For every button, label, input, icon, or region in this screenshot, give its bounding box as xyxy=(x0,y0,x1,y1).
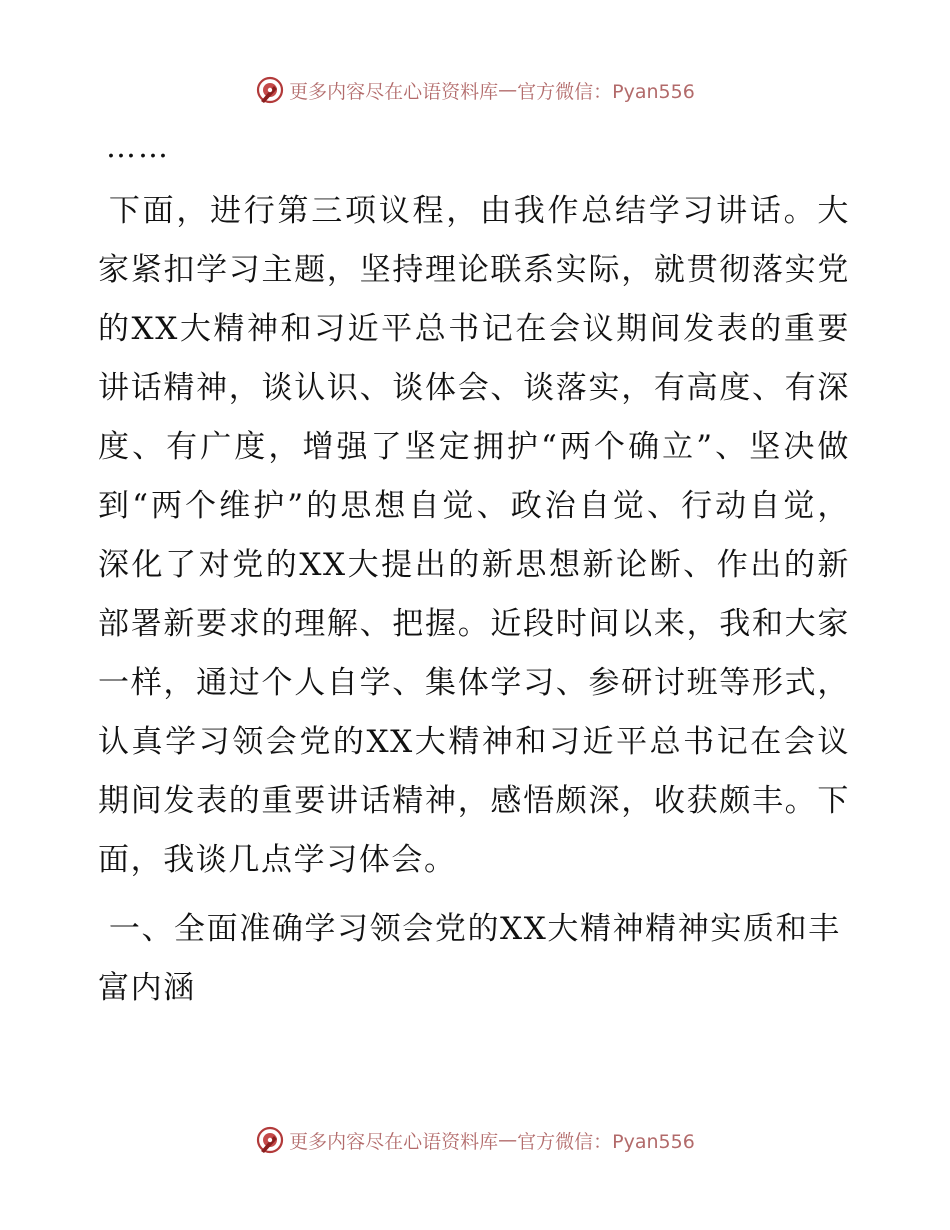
ellipsis-line: …… xyxy=(106,130,170,165)
banner-separator: — xyxy=(498,1129,518,1151)
pen-seal-logo-icon xyxy=(255,1125,285,1155)
pen-seal-logo-icon xyxy=(255,75,285,105)
footer-banner xyxy=(0,1120,950,1160)
header-banner xyxy=(0,70,950,110)
banner-wechat-text: 官方微信：Pyan556 xyxy=(517,80,695,103)
banner-site-text: 更多内容尽在心语资料库 xyxy=(289,1130,499,1153)
speech-paragraph: 下面，进行第三项议程，由我作总结学习讲话。大家紧扣学习主题，坚持理论联系实际，就贯彻落实党的XX大精神和习近平总书记在会议期间发表的重要讲话精神，谈认识、谈体会、谈落实，有高度、有深度、有广度，增强了坚定拥护“两个确立”、坚决做到“两个维护”的思想自觉、政治自觉、行动自觉，深化了对党的XX大提出的新思想新论断、作出的新部署新要求的理解、把握。近段时间以来，我和大家一样，通过个人自学、集体学习、参研讨班等形式，认真学习领会党的XX大精神和习近平总书记在会议期间发表的重要讲话精神，感悟颇深，收获颇丰。下面，我谈几点学习体会。 xyxy=(98,193,850,878)
section-heading: 一、全面准确学习领会党的XX大精神精神实质和丰富内涵 xyxy=(98,911,841,1006)
banner-separator: — xyxy=(498,79,518,101)
document-body xyxy=(98,128,850,1018)
banner-wechat-text: 官方微信：Pyan556 xyxy=(517,1130,695,1153)
banner-site-text: 更多内容尽在心语资料库 xyxy=(289,80,499,103)
